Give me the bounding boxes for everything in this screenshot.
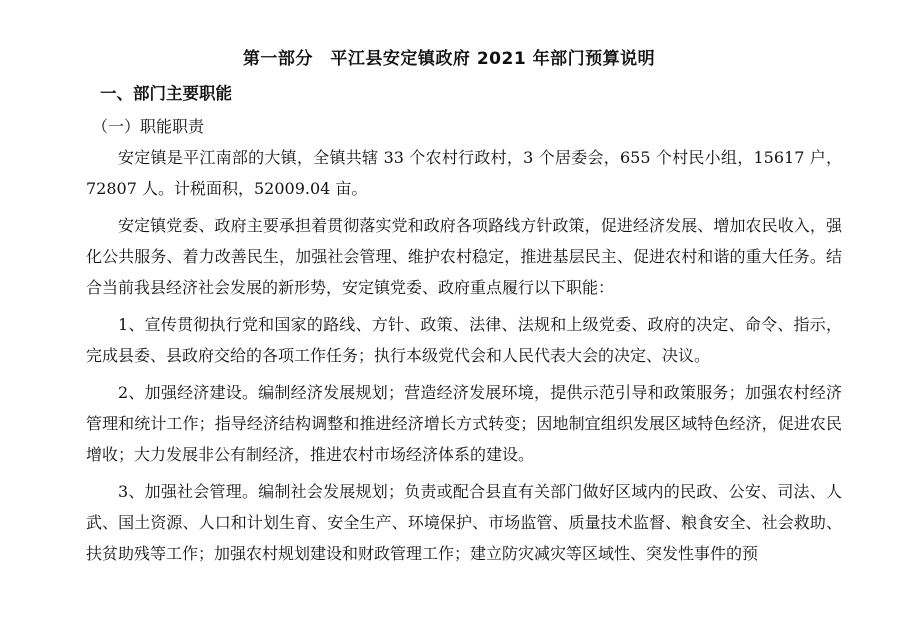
section-heading: 一、部门主要职能	[100, 84, 232, 103]
paragraph-item-1: 1、宣传贯彻执行党和国家的路线、方针、政策、法律、法规和上级党委、政府的决定、命令、指示，完成县委、县政府交给的各项工作任务；执行本级党代会和人民代表大会的决定、决议。	[86, 315, 842, 365]
paragraph-item-2: 2、加强经济建设。编制经济发展规划；营造经济发展环境，提供示范引导和政策服务；加强农村经济管理和统计工作；指导经济结构调整和推进经济增长方式转变；因地制宜组织发展区域特色经济，促进农民增收；大力发展非公有制经济，推进农村市场经济体系的建设。	[86, 383, 842, 464]
paragraph-overview: 安定镇是平江南部的大镇，全镇共辖 33 个农村行政村，3 个居委会，655 个村民小组，15617 户，72807 人。计税面积，52009.04 亩。	[86, 148, 842, 198]
paragraph-item-3: 3、加强社会管理。编制社会发展规划；负责或配合县直有关部门做好区域内的民政、公安、司法、人武、国土资源、人口和计划生育、安全生产、环境保护、市场监管、质量技术监督、粮食安全、社会救助、扶贫助残等工作；加强农村规划建设和财政管理工作；建立防灾减灾等区域性、突发性事件的预	[86, 482, 842, 563]
paragraph-responsibilities: 安定镇党委、政府主要承担着贯彻落实党和政府各项路线方针政策，促进经济发展、增加农民收入，强化公共服务、着力改善民生，加强社会管理、维护农村稳定，推进基层民主、促进农村和谐的重大任务。结合当前我县经济社会发展的新形势，安定镇党委、政府重点履行以下职能：	[86, 216, 842, 297]
subsection-heading: （一）职能职责	[92, 117, 205, 136]
document-title: 第一部分 平江县安定镇政府 2021 年部门预算说明	[242, 49, 656, 69]
document-body	[86, 142, 842, 575]
